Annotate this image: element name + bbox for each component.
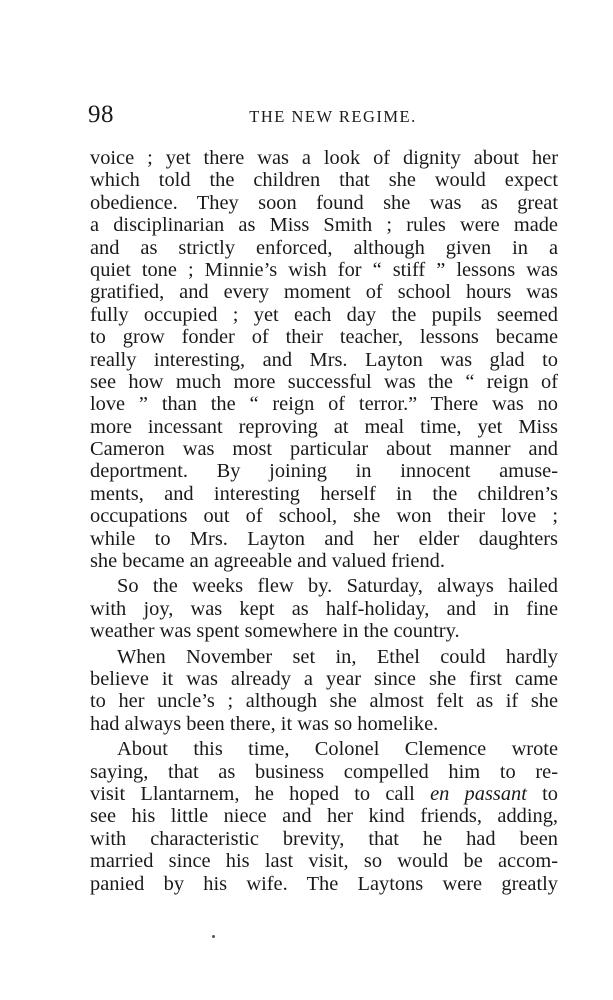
- text-line: voice ; yet there was a look of dignity about her: [90, 147, 558, 169]
- text-line: which told the children that she would expect: [90, 169, 558, 192]
- text-line: About this time, Colonel Clemence wrote: [117, 738, 558, 761]
- text-line: quiet tone ; Minnie’s wish for “ stiff ” lessons was: [90, 258, 558, 281]
- text-line-with-italic: [90, 783, 558, 805]
- text-line: to her uncle’s ; although she almost felt as if she: [90, 690, 558, 713]
- paragraph-1: [90, 147, 558, 572]
- text-line: gratified, and every moment of school hours was: [90, 281, 558, 304]
- text-line: weather was spent somewhere in the country.: [90, 620, 460, 643]
- text-line: occupations out of school, she won their love ;: [90, 505, 558, 528]
- text-line: see his little niece and her kind friends, adding,: [90, 805, 558, 828]
- italic-phrase: en passant: [430, 782, 527, 805]
- text-line: married since his last visit, so would be accom-: [90, 850, 558, 873]
- text-line: When November set in, Ethel could hardly: [117, 645, 558, 668]
- text-line: and as strictly enforced, although given in a: [90, 236, 558, 259]
- text-line: to grow fonder of their teacher, lessons became: [90, 326, 558, 349]
- paragraph-3: [90, 646, 558, 736]
- page-header: [88, 100, 558, 130]
- text-line: So the weeks flew by. Saturday, always hailed: [117, 575, 558, 598]
- text-line: love ” than the “ reign of terror.” There was no: [90, 393, 558, 416]
- body-text: [90, 147, 558, 898]
- text-line: ments, and interesting herself in the children’s: [90, 482, 558, 505]
- text-line: with joy, was kept as half-holiday, and in fine: [90, 597, 558, 620]
- text-line: deportment. By joining in innocent amuse-: [90, 460, 558, 483]
- text-run: visit Llantarnem, he hoped to call: [90, 782, 431, 805]
- text-run: to: [526, 782, 558, 805]
- text-line: saying, that as business compelled him to re-: [90, 760, 558, 783]
- running-head: THE NEW REGIME.: [249, 107, 417, 126]
- text-line: fully occupied ; yet each day the pupils seemed: [90, 303, 558, 326]
- text-line: panied by his wife. The Laytons were greatly: [90, 872, 558, 895]
- page-number: 98: [88, 101, 114, 128]
- text-line: believe it was already a year since she first came: [90, 667, 558, 690]
- text-line: really interesting, and Mrs. Layton was glad to: [90, 348, 558, 371]
- text-line: more incessant reproving at meal time, yet Miss: [90, 415, 558, 438]
- printer-mark: [212, 935, 215, 938]
- text-line: obedience. They soon found she was as great: [90, 191, 558, 214]
- paragraph-2: [90, 575, 558, 642]
- text-line: with characteristic brevity, that he had been: [90, 827, 558, 850]
- text-line: see how much more successful was the “ reign of: [90, 370, 558, 393]
- text-line: had always been there, it was so homelike.: [90, 712, 439, 735]
- text-line: she became an agreeable and valued friend.: [90, 550, 445, 573]
- paragraph-4: [90, 738, 558, 895]
- text-line: while to Mrs. Layton and her elder daughters: [90, 527, 558, 550]
- text-line: a disciplinarian as Miss Smith ; rules were made: [90, 214, 558, 237]
- text-line: Cameron was most particular about manner and: [90, 438, 558, 461]
